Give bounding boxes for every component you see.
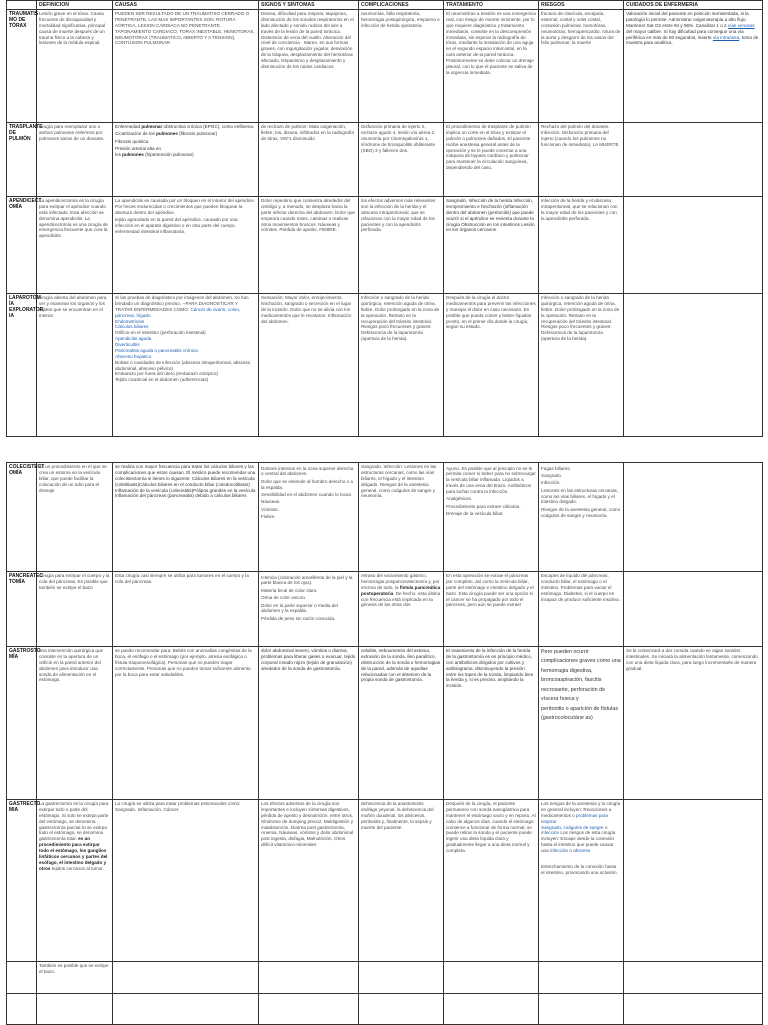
header-riesgos: RIESGOS bbox=[539, 1, 624, 10]
signo-item: Materia fecal de color claro. bbox=[261, 587, 318, 593]
cuidados-text: Valoración inicial del paciente en posición semisentada, si la patología lo permite. Administrar oxigenoterapia a alto flujo. Mantener Sat O2 entre 94 y 96%. Canalizar 1 o 2 bbox=[626, 11, 749, 28]
tratamiento-cell: Después de la cirugía, el paciente permanece con sonda nasogástrica para mantener el estómago vacío y en reposo. Al cabo de algunos días, cuando el estómago comience a funcionar de forma normal, se puede retirar la sonda y el paciente puede ingerir una dieta líquida clara y gradualmente llegar a una dieta normal y completa. bbox=[444, 800, 539, 962]
cuidados-cell bbox=[624, 800, 763, 962]
cuidados-text: del mayor calibre. Si hay dificultad para conseguir una vía periférica en más de 60 segundos, inserte bbox=[626, 28, 744, 40]
absceso-link[interactable]: absceso bbox=[573, 848, 591, 853]
cuidados-cell bbox=[624, 10, 763, 123]
riesgo-item: Riesgos de la anestesia general, como coágulos de sangre y neumonía. bbox=[541, 506, 621, 518]
vias-venosas-link[interactable]: vías venosas bbox=[727, 22, 755, 28]
cuidados-cell bbox=[624, 123, 763, 197]
causa-item: Diverticulitis bbox=[115, 342, 140, 347]
cuidados-cell bbox=[624, 572, 763, 647]
signo-item: Orina de color oscuro. bbox=[261, 595, 307, 601]
definicion-cell: una intervención quirúrgica que consiste en la apertura de un orificio en la pared anterior del abdomen para introducir una sonda de alimentación en el estómago. bbox=[37, 647, 113, 800]
causa-item: Pancreatitis aguda o pancreatitis crónica bbox=[115, 347, 198, 353]
causa-line: Fibrosis quística. bbox=[115, 138, 150, 144]
signos-cell bbox=[259, 463, 359, 572]
empty-cell bbox=[539, 962, 624, 994]
tratamiento-cell bbox=[444, 463, 539, 572]
table-row bbox=[7, 123, 763, 197]
causas-cell bbox=[113, 123, 259, 197]
riesgos-cell: fractura de clavícula, escápula, esternal, costal y volet costal, contusión pulmonar, hemotórax, neumotórax, hemopericardio, rotura de la aorta y desgarro de los vasos del hilio pulmonar, la muerte bbox=[539, 10, 624, 123]
complicaciones-cell: Disfunción primaria de injerto 2, rechazo agudo 4, lesión vía aérea 2, neumonía por Citomegalovirus 1, síndrome de bronquiolitis obliterante (SBO) 3 y fallecen dos. bbox=[359, 123, 444, 197]
riesgo-item: Fugas biliares. bbox=[541, 465, 571, 471]
procedure-name bbox=[7, 962, 37, 994]
signos-cell: Los efectos adversos de la cirugía son importantes e incluyen síntomas digestivos, pérdida de apetito y desnutrición, entre otros. Síndrome de dumping precoz, Maldigestión y malabsorción, Diarrea post gastrectomía, Anemia, Náuseas, vómitos y dolor abdominal post ingesta, disfagia, Malnutrición, Otros déficit vitamínico-minerales bbox=[259, 800, 359, 962]
complicaciones-cell: retraso del vaciamiento gástrico, hemorragia pospancreatectomía y, por encima de todo, la fístula pancreática postoperatoria. De hecho, esta última con frecuencia está implicada en la génesis de las otras dos bbox=[359, 572, 444, 647]
causas-cell: La cirugía se utiliza para tratar problemas estomacales como: Sangrado. Inflamación. Cáncer. bbox=[113, 800, 259, 962]
empty-cell bbox=[259, 994, 359, 1025]
tratamiento-cell: El tratamiento de la infección de la herida de la gastrostomía es en principio médico, con antibióticos dirigidos por cultivos y antibiograma, disminuyendo la presión entre los topes de la sonda, limpiando bien la herida y, si es preciso, ampliando la incisión. bbox=[444, 647, 539, 800]
procedure-name: LAPAROTOM ÍA EXPLORATOR IA bbox=[7, 294, 37, 437]
table-row bbox=[7, 647, 763, 800]
cuidados-cell bbox=[624, 463, 763, 572]
riesgo-item: Pero pueden ocurrir complicaciones graves como una hemorragia digestiva, bbox=[541, 649, 621, 674]
via-intraosea-link[interactable]: vía intraósea bbox=[712, 34, 740, 40]
tratamiento-cell: Sangrado. Infección de la herida Infección, enrojecimiento e hinchazón (inflamación dentro del abdomen (peritonitis) que puede ocurrir si el apéndice se revienta durante la cirugía Obstrucción en los intestinos Lesión en los órganos cercanos bbox=[444, 197, 539, 294]
signos-cell: Disnea, dificultad para respirar, taquipnea, disminución de los sonidos respiratorios en el lado afectado y sonido rudoso del aire a través de la lesión de la pared torácica. Distensión de vena del cuello. Alteración del nivel de conciencia · Mareo. en sus formas graves, con ingurgitación yugular, desviación de la tráquea, desplazamiento del hemotórax afectado, timpanismo y desplazamiento y disminución de los ruidos cardiacos bbox=[259, 10, 359, 123]
sangrado-link[interactable]: Sangrado, coágulos de sangre bbox=[541, 824, 604, 830]
signo-item: Fiebre. bbox=[261, 514, 276, 520]
signo-item: Náuseas. bbox=[261, 499, 281, 505]
procedure-name: COLECISTECT OMÍA bbox=[7, 463, 37, 572]
causa-line: Presión arterial alta en bbox=[115, 146, 161, 152]
header-cuidados: CUIDADOS DE ENFERMERIA bbox=[624, 1, 763, 10]
signo-item: Dolor que se extiende al hombro derecho o a la espalda. bbox=[261, 478, 353, 490]
tratamiento-item: Ayuno. Es posible que al principio no se le permita comer ni beber para no sobrecargar la vesícula biliar inflamada. Líquidos a través de una vena del brazo. Antibióticos para luchar contra la infección. bbox=[446, 465, 536, 494]
tratamiento-cell: El neumotórax a tensión es una emergencia real, con riesgo de muerte inminente, por lo que requiere diagnóstico y tratamiento inmediatos. consiste en la descompresión inmediata, sin esperar la radiografía de tórax, mediante la instalación de una aguja en el segundo espacio intercostal, en la cara anterior de la pared torácica. Posteriormente se debe colocar un drenaje pleural, con lo que el paciente se saliva de la urgencia inmediata. bbox=[444, 10, 539, 123]
causas-cell bbox=[113, 197, 259, 294]
definicion-cell: La gastrectomía es la cirugía para extirpar todo o parte del estómago. Si solo se extirpa parte del estómago, se denomina gastrectomía parcial.Si se extirpa todo el estómago, se denomina gastrectomía total. es un procedimiento para extirpar todo el estómago, los ganglios linfáticos cercanos y partes del esófago, el intestino delgado y otros tejidos cercanos al tumor. bbox=[37, 800, 113, 962]
causa-item: Absceso hepático bbox=[115, 353, 152, 359]
procedures-table-page-2 bbox=[6, 462, 763, 1025]
empty-cell bbox=[7, 994, 37, 1025]
causa-line: Enfermedad pulmonar obstructiva crónica (EPOC), como enfisema. bbox=[115, 124, 255, 129]
causa-line: Cicatrización de los pulmones (fibrosis pulmonar) bbox=[115, 131, 218, 137]
riesgo-line: Sangrado, coágulos de sangre o infección Los riesgos de esta cirugía incluyen: Escape desde la conexión hasta el intestino que puede causar una infección o absceso bbox=[541, 824, 616, 853]
table-row bbox=[7, 294, 763, 437]
riesgo-item: Lesiones en las estructuras cercanas, como las vías biliares, el hígado y el intestino delgado. bbox=[541, 487, 619, 505]
empty-cell bbox=[359, 994, 444, 1025]
causa-item: Apendicitis aguda bbox=[115, 336, 152, 342]
table-row bbox=[7, 572, 763, 647]
causas-cell bbox=[113, 294, 259, 437]
empty-cell bbox=[444, 962, 539, 994]
riesgos-cell: infección de la herida y el absceso intraperitoneal, que se relacionan con la mayor edad de los pacientes y con la apendicitis perforada. bbox=[539, 197, 624, 294]
definicion-cell: cirugía abierta del abdomen para ver y examinar los órganos y los tejidos que se encuentran en el interior. bbox=[37, 294, 113, 437]
signo-item: Pérdida de peso sin razón conocida. bbox=[261, 615, 336, 621]
procedure-name: GASTRECTO MIA bbox=[7, 800, 37, 962]
riesgos-cell: Rechazo del pulmón del donante. Infección. Disfunción primaria del injerto (cuando los pulmones no funcionan de inmediato), LA MUERTE bbox=[539, 123, 624, 197]
problemas-respirar-link[interactable]: problemas para respirar bbox=[541, 812, 608, 824]
table-row bbox=[7, 800, 763, 962]
tratamiento-item: Drenaje de la vesícula biliar. bbox=[446, 511, 504, 517]
header-row bbox=[7, 1, 763, 10]
infeccion-link[interactable]: infección bbox=[549, 848, 569, 853]
cuidados-text: , toma de muestra para analítica. bbox=[626, 34, 759, 46]
complicaciones-cell: los efectos adversos más relevantes son la infección de la herida y el absceso intraperitoneal, que se relacionan con la mayor edad de los pacientes y con la apendicitis perforada. bbox=[359, 197, 444, 294]
empty-cell bbox=[113, 962, 259, 994]
procedure-name: PANCREATEC TOMÍA bbox=[7, 572, 37, 647]
riesgo-item: peritonitis o aparición de fístulas (gastrocolocutáne as) bbox=[541, 705, 619, 722]
causa-line: tejido agrandado en la pared del apéndice, causado por una infección en el aparato digestivo o en otra parte del cuerpo. enfermedad intestinal inflamatoria. bbox=[115, 217, 238, 234]
cuidados-cell bbox=[624, 197, 763, 294]
header-signos: SIGNOS Y SINTOMAS bbox=[259, 1, 359, 10]
header-name bbox=[7, 1, 37, 10]
causa-line: La apendicitis es causada por un bloqueo en el interior del apéndice. Por heces endurecidas o crecimientos que pueden bloquear la abertura dentro del apéndice. bbox=[115, 198, 255, 215]
complicaciones-cell: dehiscencia de la anastomosis esófago yeyunal, la dehiscencia del muñón duodenal, los abscesos, peritonitis y, finalmente, la sepsis y muerte del paciente. bbox=[359, 800, 444, 962]
complicaciones-cell: Sangrado. Infección. Lesiones en las estructuras cercanas, como las vías biliares, el hígado y el intestino delgado. Riesgos de la anestesia general, como coágulos de sangre y neumonía. bbox=[359, 463, 444, 572]
riesgo-line: Estrechamiento de la conexión hasta el intestino, provocando una oclusión. bbox=[541, 863, 618, 875]
tratamiento-cell: En esta operación se extrae el páncreas por completo, así como la vesícula biliar, parte del estómago e intestino delgado y el bazo. Esta cirugía puede ser una opción si el cáncer se ha propagado por todo el páncreas, pero aún se puede extraer bbox=[444, 572, 539, 647]
procedure-name: TRASPLANTE DE PULMÓN bbox=[7, 123, 37, 197]
table-row bbox=[7, 962, 763, 994]
empty-cell bbox=[539, 994, 624, 1025]
tratamiento-cell: El procedimiento de trasplante de pulmón implica un corte en el tórax y extirpar el pulmón o pulmones dañados. El paciente recibe anestesia general antes de la operación y se le puede conectar a una máquina de bypass cardíaco y pulmonar para mantener la circulación sanguínea, dependiendo del caso. bbox=[444, 123, 539, 197]
riesgos-cell bbox=[539, 800, 624, 962]
signos-cell: Sensación: Mayor dolor, enrojecimiento, hinchazón, sangrado o secreción en el lugar de la incisión. Dolor que no se alivia con los medicamentos que le recetaron. Inflamación del abdomen. bbox=[259, 294, 359, 437]
infeccion-link[interactable]: infección bbox=[541, 830, 560, 836]
causa-item: Bolsas o cavidades de infección (absceso intraperitoneal, absceso abdominal, absceso pélvico) bbox=[115, 359, 251, 371]
signo-item: Dolor en la parte superior o media del abdomen y la espalda. bbox=[261, 602, 338, 614]
causas-cell: Esta cirugía casi siempre se utiliza para tumores en el cuerpo y la cola del páncreas. bbox=[113, 572, 259, 647]
empty-cell bbox=[113, 994, 259, 1025]
riesgos-cell: Infección o sangrado de la herida quirúrgica, retención aguda de orina, fiebre. Dolor prolongado en la zona de la operación. Retraso en la recuperación del tránsito intestinal. Riesgos poco frecuentes y graves: Dehiscencia de la laparotomía (apertura de la herida). bbox=[539, 294, 624, 437]
procedure-name: TRAUMATIS MO DE TÓRAX bbox=[7, 10, 37, 123]
definicion-cell: es un procedimiento en el que se crea un estoma en la vesícula biliar, que puede facilitar la colocación de un tubo para el drenaje bbox=[37, 463, 113, 572]
riesgos-cell bbox=[539, 463, 624, 572]
empty-cell bbox=[259, 962, 359, 994]
riesgo-item: broncoaspiración, fascitis necrosante, perforación de víscera hueca y bbox=[541, 677, 606, 703]
causa-item: Endometriosis bbox=[115, 318, 145, 324]
definicion-cell: cirugía para reemplazar uno o ambos pulmones enfermos por pulmones sanos de un donante. bbox=[37, 123, 113, 197]
definicion-cell: Cirugía para extirpar el cuerpo y la cola del páncreas. Es posible que también se extirpe el bazo bbox=[37, 572, 113, 647]
riesgos-cell: Escapes de líquido del páncreas, conducto biliar, el estómago o el intestino. Problemas para vaciar el estómago. Diabetes, si el cuerpo es incapaz de producir suficiente insulina. bbox=[539, 572, 624, 647]
signos-cell: de rechazo de pulmón: Mala oxigenación, fiebre, tos, disnea, infiltrados en la radiografía de tórax, VEF1 disminuido bbox=[259, 123, 359, 197]
causas-cell: se puede recomendar para: Bebés con anomalías congénitas de la boca, el esófago o el estómago (por ejemplo, atresia esofágica o fístula traqueoesofágica). Personas que no pueden tragar correctamente. Personas que no pueden tomar suficiente alimento por la boca para estar saludables. bbox=[113, 647, 259, 800]
header-complicaciones: COMPLICACIONES bbox=[359, 1, 444, 10]
causas-cell: PUEDEN SER RESULTADO DE UN TRAUMATISO CERRADO O PENETRANTE, LAS MAS IMPORTANTES SON: ROTURA AÓRTICA, LESION CARDIACA NO PENETRANTE, TAPONAMIENTO CARDIACO, TORAX INESTABLE, HEMOTORAX, NEUMOTORAX (TRAUMATICO, ABIERTO Y A TENSION), CONTUSION PULMONAR. bbox=[113, 10, 259, 123]
signo-item: Sensibilidad en el abdomen cuando lo tocas. bbox=[261, 492, 353, 497]
causa-item: Tejido cicatricial en el abdomen (adherencias) bbox=[115, 377, 209, 383]
causa-item: Cálculos biliares bbox=[115, 324, 149, 330]
table-row bbox=[7, 463, 763, 572]
table-row bbox=[7, 197, 763, 294]
complicaciones-cell: neumonías, falla respiratoria, hemorragia postquirúrgica, empiema e infección de herida operatoria. bbox=[359, 10, 444, 123]
signo-item: Ictericia (coloración amarillenta de la piel y la parte blanca de los ojos). bbox=[261, 574, 353, 586]
causa-item: Embarazo por fuera del útero (embarazo ectópico) bbox=[115, 371, 218, 377]
empty-cell bbox=[359, 962, 444, 994]
procedure-name: GASTROSTO MÍA bbox=[7, 647, 37, 800]
causa-line: los pulmones (hipertensión pulmonar) bbox=[115, 152, 194, 157]
definicion-cell: La apendicectomía es la cirugía para extirpar el apéndice cuando está infectado. Esta afección se denomina apendicitis. La apendicectomía es una cirugía de emergencia frecuente que cura la apendicitis. bbox=[37, 197, 113, 294]
empty-cell bbox=[37, 994, 113, 1025]
signo-item: Dolores intensos en la zona superior derecha o central del abdomen. bbox=[261, 465, 354, 477]
header-definicion: DEFINICION bbox=[37, 1, 113, 10]
cuidados-cell bbox=[624, 294, 763, 437]
riesgo-item: Infección. bbox=[541, 480, 561, 486]
definicion-cell: También es posible que se extirpe el bazo. bbox=[37, 962, 113, 994]
table-row bbox=[7, 994, 763, 1025]
causa-intro: Si las pruebas de diagnóstico por imágenes del abdomen, no han brindado un diagnóstico preciso. --PARA DIAGNOSTICAR Y TRATAR ENFERMEDADES COMO: Cáncer de ovario, colon, páncreas, hígado bbox=[115, 295, 249, 318]
causa-item: Orificio en el intestino (perforación intestinal) bbox=[115, 330, 206, 336]
header-tratamiento: TRATAMIENTO bbox=[444, 1, 539, 10]
procedure-name: APENDICECT OMÍA bbox=[7, 197, 37, 294]
riesgo-item: Sangrado. bbox=[541, 472, 563, 478]
riesgo-line: Los riesgos de la anestesia y la cirugía en general incluyen: Reacciones a medicamentos o problemas para respirar bbox=[541, 801, 621, 824]
definicion-cell: Lesión grave en el tórax. Causa frecuente de discapacidad y mortalidad significativa, principal causa de muerte después de un trauma físico a la cabeza y lesiones de la médula espinal. bbox=[37, 10, 113, 123]
signos-cell: dolor abdominal severo, vómitos o diarrea, problemas para liberar gases o evacuar, tejido corporal rosado rojizo (tejido de granulación) alrededor de la sonda de gastrostomía. bbox=[259, 647, 359, 800]
causas-cell: se realiza con mayor frecuencia para tratar los cálculos biliares y las complicaciones que estos causan. El médico puede recomendar una colecistectomía si tienes lo siguiente: Cálculos biliares en la vesícula (colelitiasis)Cálculos biliares en el conducto biliar (coledocolitiasis) Inflamación de la vesícula (colecistitis)Pólipos grandes en la vesícula Inflamación del páncreas (pancreatitis) debido a cálculos biliares bbox=[113, 463, 259, 572]
riesgos-cell bbox=[539, 647, 624, 800]
header-causas: CAUSAS bbox=[113, 1, 259, 10]
cuidados-cell: Se le comenzará a dar comida cuando se oigan sonidos intestinales. Se iniciará la alimentación lentamente, comenzando con una dieta líquida clara, para luego incrementarle de manera gradual. bbox=[624, 647, 763, 800]
signo-item: Vómitos. bbox=[261, 506, 279, 512]
empty-cell bbox=[444, 994, 539, 1025]
complicaciones-cell: Infección o sangrado de la herida quirúrgica, retención aguda de orina, fiebre. Dolor prolongado en la zona de la operación. Retraso en la recuperación del tránsito intestinal. Riesgos poco frecuentes y graves: Dehiscencia de la laparotomía (apertura de la herida). bbox=[359, 294, 444, 437]
empty-cell bbox=[624, 994, 763, 1025]
tratamiento-item: Procedimiento para extraer cálculos. bbox=[446, 503, 521, 509]
tratamiento-item: Analgésicos. bbox=[446, 496, 473, 502]
empty-cell bbox=[624, 962, 763, 994]
procedures-table-page-1 bbox=[6, 0, 763, 437]
table-row bbox=[7, 10, 763, 123]
causa-list bbox=[115, 319, 256, 384]
complicaciones-cell: celulitis, neboumentio del estoma, extrusión de la sonda, íleo paralítico, obstrucción de la sonda o hemorragias de la pared, además de aquellas relacionadas con el deterioro de la propia sonda de gastrostomía. bbox=[359, 647, 444, 800]
tratamiento-cell: Después de la cirugía el doctor medicamentos para prevenir las infecciones y manejar el dolor en caso necesario. Es posible que pueda comer y beber líquidos pronto, en el primer día desde la cirugía, según su estado. bbox=[444, 294, 539, 437]
page-gap bbox=[0, 437, 768, 462]
signos-cell bbox=[259, 572, 359, 647]
signos-cell: Dolor repentino que comienza alrededor del ombligo y, a menudo, se desplaza hacia la parte inferior derecha del abdomen. Dolor que empeora cuando toses, caminas o realizas otros movimientos bruscos. Náuseas y vómitos. Pérdida de apetito, FIEBRE. bbox=[259, 197, 359, 294]
